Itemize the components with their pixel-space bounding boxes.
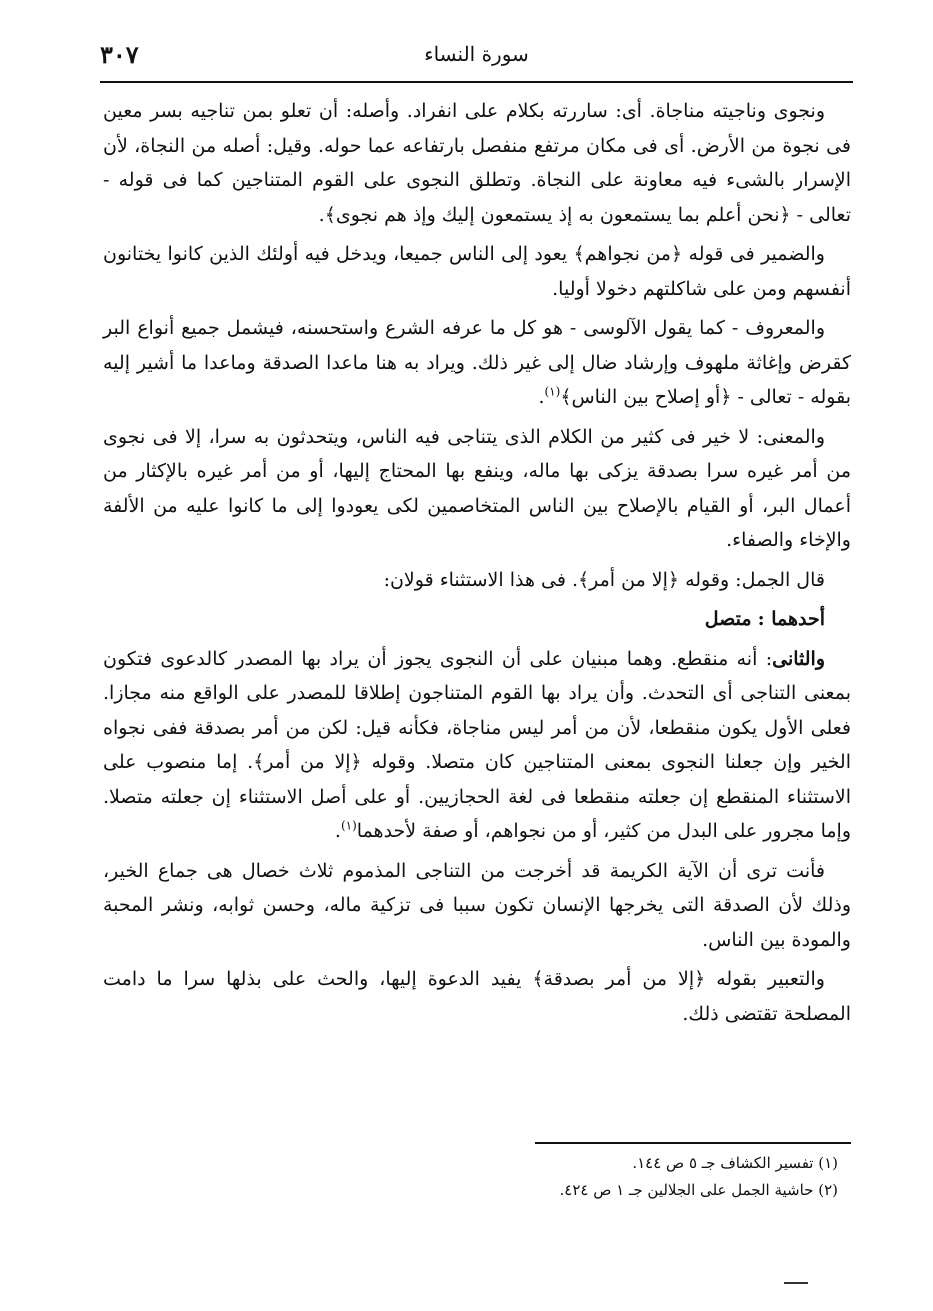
paragraph-maruf-text: والمعروف - كما يقول الآلوسى - هو كل ما عرفه الشرع واستحسنه، فيشمل جميع أنواع البر كقرض وإغاثة ملهوف وإرشاد ضال إلى غير ذلك. ويراد به هنا ماعدا الصدقة وماعدا ما أشير إليه بقوله - تعالى - ﴿أو إصلاح بين الناس﴾ [103, 317, 851, 408]
first-opinion-text: متصل [704, 608, 752, 630]
paragraph-najwa-definition: ونجوى وناجيته مناجاة. أى: ساررته بكلام على انفراد. وأصله: أن تعلو بمن تناجيه بسر معين فى نجوة من الأرض. أى فى مكان مرتفع منفصل بارتفاعه عما حوله. وقيل: أصله من النجاة، لأن الإسرار بالشىء فيه معاونة على النجاة. وتطلق النجوى على القوم المتناجين كما فى قوله - تعالى - ﴿نحن أعلم بما يستمعون به إذ يستمعون إليك وإذ هم نجوى﴾. [103, 100, 851, 226]
paragraph-three-traits: فأنت ترى أن الآية الكريمة قد أخرجت من التناجى المذموم ثلاث خصال هى جماع الخير، وذلك لأن الصدقة التى يخرجها الإنسان تكون سببا فى تزكية ماله، وحسن ثوابه، ونشر المحبة والمودة بين الناس. [103, 859, 851, 951]
second-opinion-text: : أنه منقطع. وهما مبنيان على أن النجوى يجوز أن يراد بها المصدر كالدعوى فتكون بمعنى التناجى أى التحدث. وأن يراد بها القوم المتناجون إطلاقا للمصدر على الواقع منه مجازا. فعلى الأول يكون منقطعا، لأن من أمر ليس مناجاة، فكأنه قيل: لكن من أمر بصدقة ففى نجواه الخير وإن جعلنا النجوى بمعنى المتناجين كان متصلا. وقوله ﴿إلا من أمر﴾. إما منصوب على الاستثناء المنقطع إن جعلته منقطعا فى لغة الحجازيين. أو على أصل الاستثناء إن جعلته متصلا. وإما مجرور على البدل من كثير، أو من نجواهم، أو صفة لأحدهما [103, 647, 851, 842]
footnote-ref-1: (١) [544, 384, 561, 399]
paragraph-pronoun: والضمير فى قوله ﴿من نجواهم﴾ يعود إلى الناس جميعا، ويدخل فيه أولئك الذين كانوا يختانون أنفسهم ومن على شاكلتهم دخولا أوليا. [103, 243, 851, 300]
paragraph-meaning: والمعنى: لا خير فى كثير من الكلام الذى يتناجى فيه الناس، ويتحدثون به سرا، إلا فى نجوى من أمر غيره سرا بصدقة يزكى بها ماله، وينفع بها المحتاج إليها، أو من أمر غيره بالإكثار من أعمال البر، أو القيام بالإصلاح بين الناس المتخاصمين لكى يعودوا إلى ما كانوا عليه من الألفة والإخاء والصفاء. [103, 425, 851, 551]
second-opinion-end: . [334, 820, 341, 842]
page-number: ٣٠٧ [100, 40, 139, 69]
paragraph-jamal-quote: قال الجمل: وقوله ﴿إلا من أمر﴾. فى هذا الاستثناء قولان: [383, 568, 825, 591]
first-opinion-label: أحدهما : [757, 608, 825, 630]
main-text [103, 94, 851, 1036]
paragraph-maruf-end: . [538, 386, 545, 408]
paragraph-expression: والتعبير بقوله ﴿إلا من أمر بصدقة﴾ يفيد الدعوة إليها، والحث على بذلها سرا ما دامت المصلحة تقتضى ذلك. [103, 968, 851, 1025]
paragraph-first-opinion [103, 602, 851, 637]
page-header [100, 36, 853, 80]
second-opinion-label: والثانى [772, 647, 825, 670]
footnote-1: (١) تفسير الكشاف جـ ٥ ص ١٤٤. [632, 1154, 838, 1172]
surah-title: سورة النساء [424, 42, 529, 66]
footnotes [360, 1150, 838, 1204]
bottom-mark [784, 1282, 808, 1284]
footnote-divider [535, 1142, 851, 1144]
header-divider [100, 81, 853, 83]
paragraph-maruf [103, 311, 851, 415]
paragraph-second-opinion [103, 642, 851, 849]
footnote-ref-2: (١) [340, 818, 357, 833]
footnote-2: (٢) حاشية الجمل على الجلالين جـ ١ ص ٤٢٤. [559, 1181, 838, 1199]
